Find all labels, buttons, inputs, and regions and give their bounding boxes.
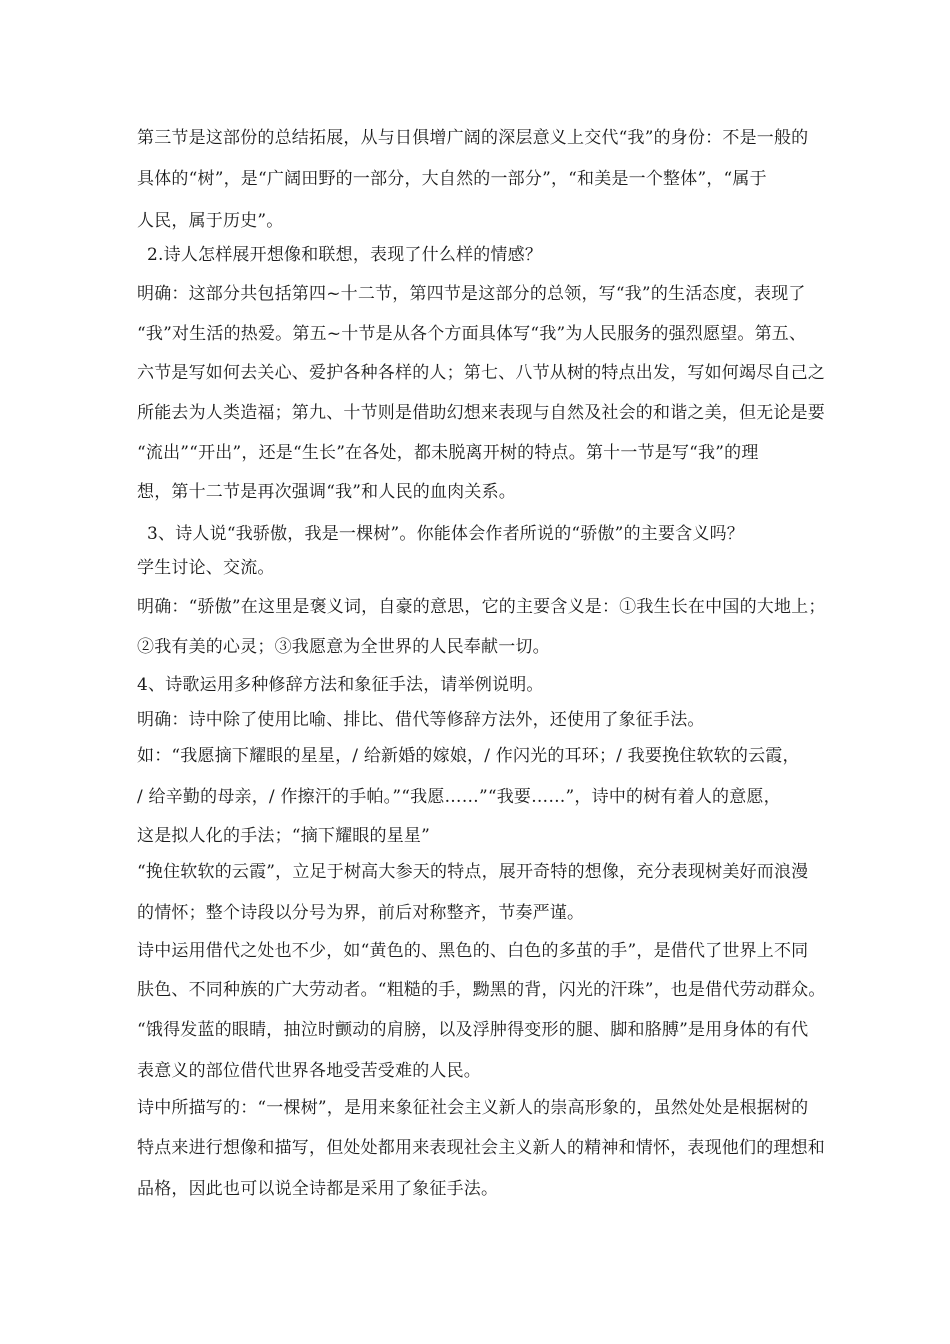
text-line: “我”对生活的热爱。第五~十节是从各个方面具体写“我”为人民服务的强烈愿望。第五、	[137, 324, 807, 344]
text-line: 特点来进行想像和描写，但处处都用来表现社会主义新人的精神和情怀，表现他们的理想和	[137, 1138, 825, 1158]
question-heading: 4、诗歌运用多种修辞方法和象征手法，请举例说明。	[137, 675, 544, 695]
text-line: / 给辛勤的母亲，/ 作擦汗的手帕。”“我愿……”“我要……”，诗中的树有着人的意愿，	[137, 787, 781, 807]
text-line: 肤色、不同种族的广大劳动者。“粗糙的手，黝黑的背，闪光的汗珠”，也是借代劳动群众。	[137, 980, 826, 1000]
text-line: 诗中运用借代之处也不少，如“黄色的、黑色的、白色的多茧的手”，是借代了世界上不同	[137, 941, 809, 961]
text-line: “流出”“开出”，还是“生长”在各处，都未脱离开树的特点。第十一节是写“我”的理	[137, 443, 759, 463]
text-line: “挽住软软的云霞”，立足于树高大参天的特点，展开奇特的想像，充分表现树美好而浪漫	[137, 862, 809, 882]
text-line: 想，第十二节是再次强调“我”和人民的血肉关系。	[137, 482, 516, 502]
text-line: 具体的“树”，是“广阔田野的一部分，大自然的一部分”，“和美是一个整体”，“属于	[137, 169, 767, 189]
text-line: 第三节是这部份的总结拓展，从与日俱增广阔的深层意义上交代“我”的身份：不是一般的	[137, 128, 809, 148]
text-line: 六节是写如何去关心、爱护各种各样的人；第七、八节从树的特点出发，写如何竭尽自己之	[137, 363, 825, 383]
text-line: 人民，属于历史”。	[137, 211, 284, 231]
text-line: “饿得发蓝的眼睛，抽泣时颤动的肩膀，以及浮肿得变形的腿、脚和胳膊”是用身体的有代	[137, 1020, 809, 1040]
text-line: 如：“我愿摘下耀眼的星星，/ 给新婚的嫁娘，/ 作闪光的耳环；/ 我要挽住软软的云霞，	[137, 746, 800, 766]
text-line: 的情怀；整个诗段以分号为界，前后对称整齐，节奏严谨。	[137, 903, 585, 923]
text-line: 所能去为人类造福；第九、十节则是借助幻想来表现与自然及社会的和谐之美，但无论是要	[137, 403, 825, 423]
question-heading: 2.诗人怎样展开想像和联想，表现了什么样的情感？	[147, 245, 543, 265]
text-line: ②我有美的心灵；③我愿意为全世界的人民奉献一切。	[137, 637, 550, 657]
text-line: 明确：诗中除了使用比喻、排比、借代等修辞方法外，还使用了象征手法。	[137, 710, 705, 730]
text-line: 表意义的部位借代世界各地受苦受难的人民。	[137, 1061, 481, 1081]
text-line: 明确：这部分共包括第四~十二节，第四节是这部分的总领，写“我”的生活态度，表现了	[137, 284, 806, 304]
text-line: 这是拟人化的手法；“摘下耀眼的星星”	[137, 826, 430, 846]
text-line: 明确：“骄傲”在这里是褒义词，自豪的意思，它的主要含义是：①我生长在中国的大地上；	[137, 597, 826, 617]
text-line: 品格，因此也可以说全诗都是采用了象征手法。	[137, 1179, 499, 1199]
question-heading: 3、诗人说“我骄傲，我是一棵树”。你能体会作者所说的“骄傲”的主要含义吗？	[147, 524, 744, 544]
text-line: 学生讨论、交流。	[137, 558, 275, 578]
text-line: 诗中所描写的：“一棵树”，是用来象征社会主义新人的崇高形象的，虽然处处是根据树的	[137, 1098, 809, 1118]
